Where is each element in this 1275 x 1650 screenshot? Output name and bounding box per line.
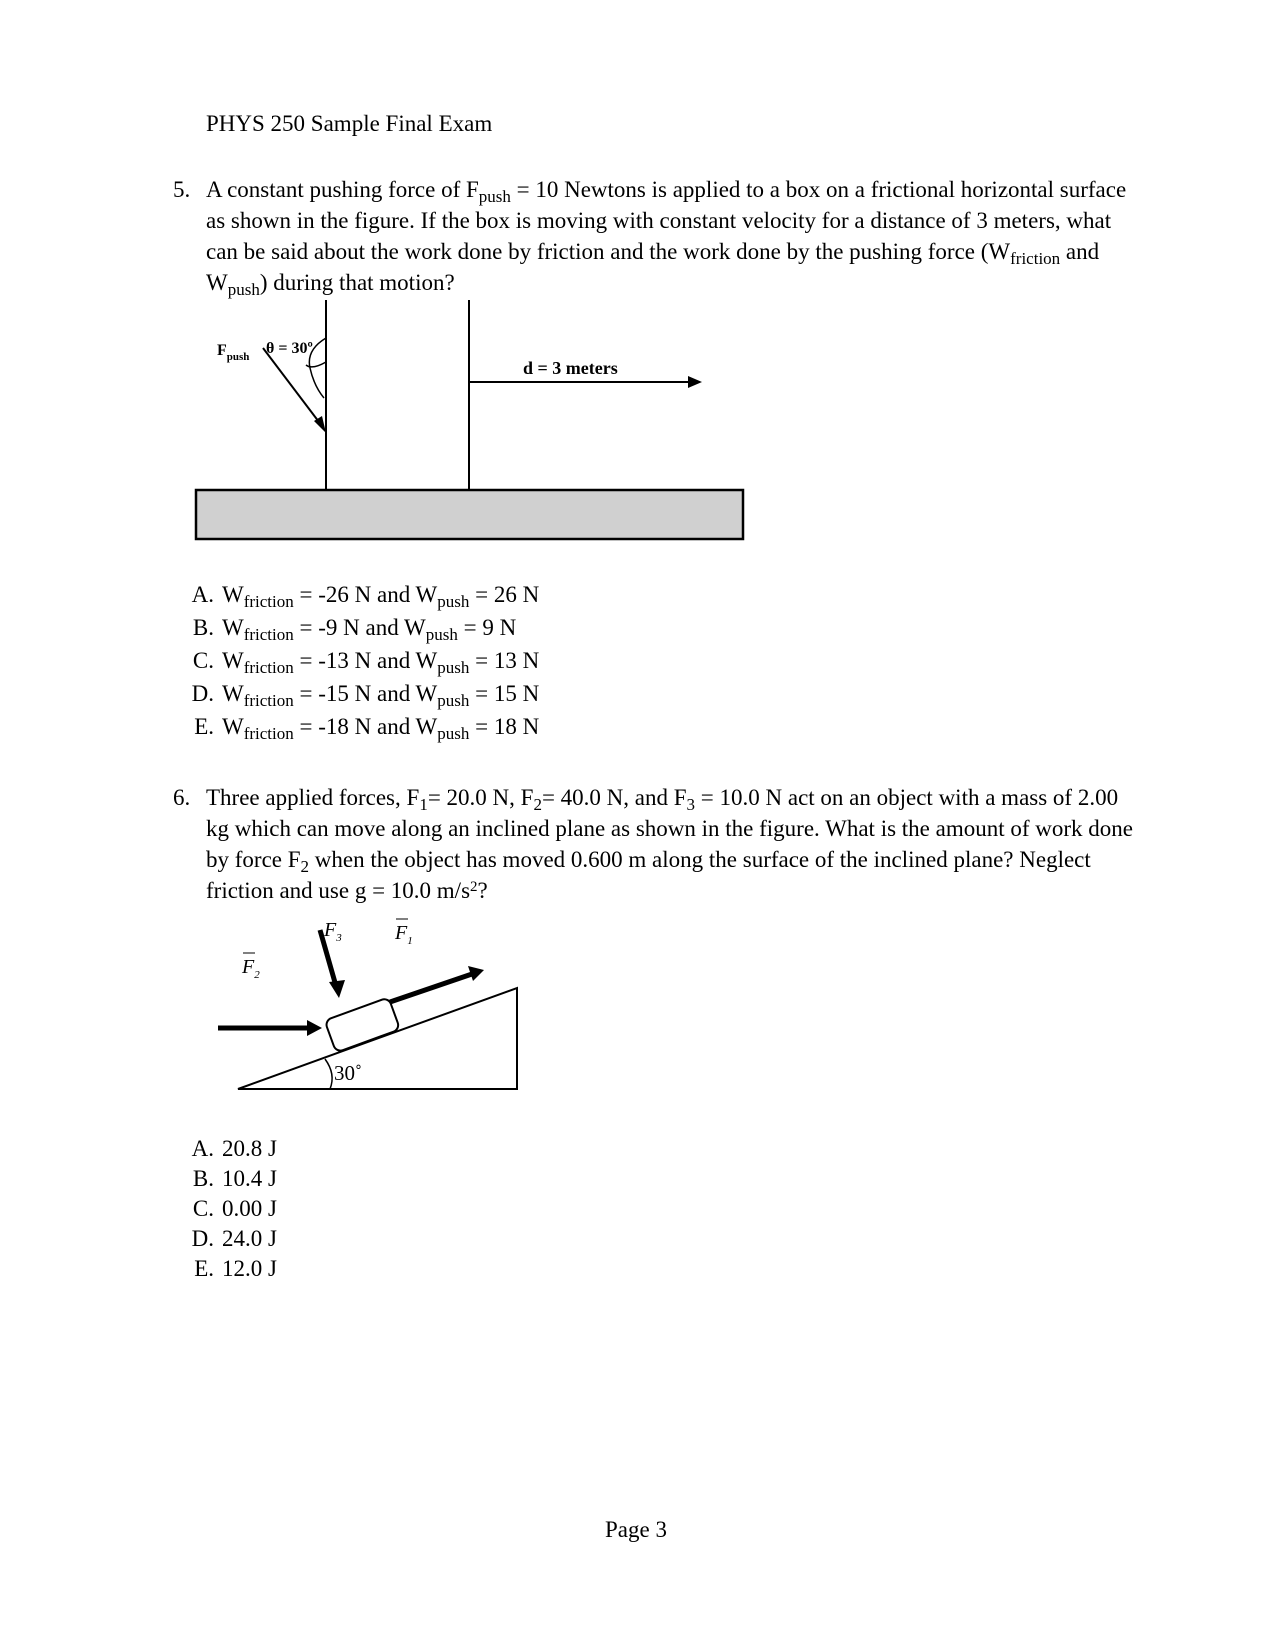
f1-arrow-line	[390, 974, 472, 1002]
question-text: Three applied forces, $F_1= 20.0$ N, $F_2= 40.0$ N, and $F_3 = 10.0$ N act on an object with a mass of 2.00 kg which can move along an inclined plane as shown in the figure. What is the amount of work done by force $F_2$ when the object has moved 0.600 m along the surface of the inclined plane? Neglect friction and use g = 10.0 $m/s^2$?	[206, 785, 1134, 903]
push-force-label: $F_{push}$	[217, 342, 250, 363]
choice-a[interactable]: A. $W_{friction} = -26$ N and $W_{push} = 26$ N	[191, 582, 540, 611]
box	[326, 300, 469, 490]
choice-e[interactable]: E. $W_{friction} = -18$ N and $W_{push} = 18$ N	[194, 714, 540, 743]
ground-surface	[196, 490, 743, 539]
page-number: Page 3	[605, 1517, 667, 1542]
incline-angle-label: 30˚	[334, 1061, 362, 1085]
f2-arrowhead	[307, 1020, 322, 1036]
f2-label: $F_2$	[242, 956, 260, 981]
choice-c[interactable]: C. $W_{friction} = -13$ N and $W_{push} = 13$ N	[192, 648, 540, 677]
choice-d[interactable]: D. $W_{friction} = -15$ N and $W_{push} = 15$ N	[191, 681, 540, 710]
choice-d[interactable]: D. 24.0 J	[191, 1226, 277, 1251]
push-force-line	[263, 348, 322, 426]
choice-b[interactable]: B. $W_{friction} = -9$ N and $W_{push} = 9$ N	[192, 615, 517, 644]
f1-label: $F_1$	[395, 922, 413, 947]
question-number: 5.	[173, 177, 191, 202]
question-text: A constant pushing force of $F_{push} = 10$ Newtons is applied to a box on a frictional horizontal surface as shown in the figure. If the box is moving with constant velocity for a distance of 3 meters, what can be said about the work done by friction and the work done by the pushing force ($W_{friction}$ and $W_{push}$) during that motion?	[206, 177, 1127, 299]
distance-arrowhead	[688, 376, 702, 388]
question-number: 6.	[173, 785, 191, 810]
box-on-surface-figure	[190, 300, 790, 550]
inclined-plane-figure	[210, 918, 530, 1103]
choice-c[interactable]: C. 0.00 J	[192, 1196, 277, 1221]
f3-arrowhead	[329, 980, 345, 998]
choice-a[interactable]: A. 20.8 J	[191, 1136, 277, 1161]
question-6	[173, 782, 1136, 906]
question-5	[173, 174, 1136, 299]
f3-label: $F_3$	[324, 919, 342, 944]
choice-b[interactable]: B. 10.4 J	[192, 1166, 277, 1191]
page-header: PHYS 250 Sample Final Exam	[206, 111, 493, 136]
distance-label: d = 3 meters	[523, 358, 618, 378]
angle-label: θ = 30º	[266, 340, 313, 357]
choice-e[interactable]: E. 12.0 J	[194, 1256, 277, 1281]
